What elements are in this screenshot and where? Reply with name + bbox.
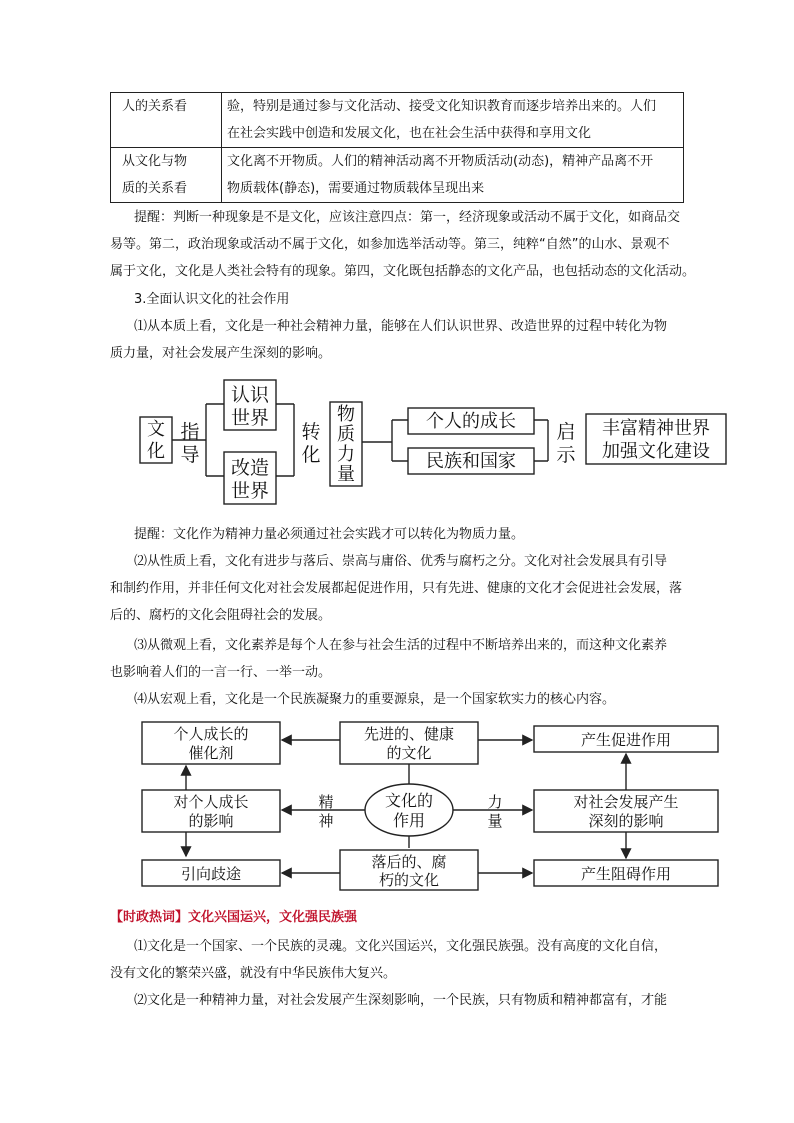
svg-text:认识: 认识 [230, 384, 270, 406]
paragraph-line: 质力量，对社会发展产生深刻的影响。 [110, 346, 332, 361]
paragraph-line: 没有文化的繁荣兴盛，就没有中华民族伟大复兴。 [110, 966, 397, 981]
svg-text:文化的: 文化的 [384, 791, 434, 810]
svg-text:力: 力 [337, 444, 355, 465]
hot-topic-title: 文化兴国运兴，文化强民族强 [188, 910, 358, 925]
svg-text:示: 示 [556, 444, 576, 466]
hint-paragraph-line: 易等。第二，政治现象或活动不属于文化，如参加选举活动等。第三，纯粹“自然”的山水、景观不 [110, 237, 670, 252]
table-row [111, 148, 684, 203]
hint-paragraph: 提醒：文化作为精神力量必须通过社会实践才可以转化为物质力量。 [134, 527, 525, 542]
svg-text:加强文化建设: 加强文化建设 [602, 441, 710, 462]
spirit-label: 精 [318, 793, 334, 811]
svg-text:文: 文 [147, 419, 165, 440]
svg-text:物: 物 [337, 404, 355, 425]
paragraph: ⑵从性质上看，文化有进步与落后、崇高与庸俗、优秀与腐朽之分。文化对社会发展具有引导 [134, 554, 668, 569]
svg-text:个人的成长: 个人的成长 [426, 411, 516, 432]
guide-label: 指 [180, 421, 200, 443]
svg-text:改造: 改造 [230, 457, 270, 479]
table-value-cell: 文化离不开物质。人们的精神活动离不开物质活动(动态)，精神产品离不开 物质载体(静态)，需要通过物质载体呈现出来 [222, 148, 684, 203]
svg-text:神: 神 [318, 812, 334, 830]
hot-topic-tag: 【时政热词】 [110, 910, 189, 925]
svg-text:个人成长的: 个人成长的 [173, 725, 249, 743]
paragraph-line: 也影响着人们的一言一行、一举一动。 [110, 665, 332, 680]
svg-text:化: 化 [147, 441, 165, 462]
svg-text:落后的、腐: 落后的、腐 [371, 853, 447, 871]
svg-text:催化剂: 催化剂 [188, 744, 234, 762]
transform-label: 转 [301, 421, 321, 443]
hint-paragraph: 提醒：判断一种现象是不是文化，应该注意四点：第一，经济现象或活动不属于文化，如商品交 [134, 210, 681, 225]
svg-text:引向歧途: 引向歧途 [180, 865, 242, 883]
hint-paragraph-line: 属于文化，文化是人类社会特有的现象。第四，文化既包括静态的文化产品，也包括动态的文化活动。 [110, 264, 696, 279]
svg-text:导: 导 [180, 444, 200, 466]
svg-text:先进的、健康: 先进的、健康 [363, 725, 455, 743]
svg-text:化: 化 [301, 444, 321, 466]
svg-text:对社会发展产生: 对社会发展产生 [573, 793, 679, 811]
svg-text:的影响: 的影响 [188, 812, 234, 830]
svg-text:对个人成长: 对个人成长 [173, 793, 249, 811]
table-value-cell: 验，特别是通过参与文化活动、接受文化知识教育而逐步培养出来的。人们 在社会实践中创造和发展文化，也在社会生活中获得和享用文化 [222, 93, 684, 148]
svg-text:产生阻碍作用: 产生阻碍作用 [580, 865, 672, 883]
svg-text:朽的文化: 朽的文化 [378, 871, 440, 889]
table-row [111, 93, 684, 148]
paragraph: ⑵文化是一种精神力量，对社会发展产生深刻影响，一个民族，只有物质和精神都富有，才能 [134, 993, 668, 1008]
paragraph: ⑴从本质上看，文化是一种社会精神力量，能够在人们认识世界、改造世界的过程中转化为物 [134, 319, 668, 334]
svg-text:丰富精神世界: 丰富精神世界 [602, 418, 710, 439]
table-key-cell: 从文化与物 质的关系看 [111, 148, 222, 203]
svg-text:世界: 世界 [230, 407, 270, 429]
paragraph-line: 和制约作用，并非任何文化对社会发展都起促进作用，只有先进、健康的文化才会促进社会发展，落 [110, 581, 683, 596]
table-key-cell: 人的关系看 [111, 93, 222, 148]
svg-text:世界: 世界 [230, 480, 270, 502]
paragraph: ⑶从微观上看，文化素养是每个人在参与社会生活的过程中不断培养出来的，而这种文化素养 [134, 638, 668, 653]
svg-text:的文化: 的文化 [386, 744, 432, 762]
paragraph-line: 后的、腐朽的文化会阻碍社会的发展。 [110, 608, 332, 623]
svg-text:量: 量 [337, 464, 355, 485]
culture-role-diagram [130, 714, 730, 894]
svg-text:深刻的影响: 深刻的影响 [588, 812, 664, 830]
paragraph: ⑴文化是一个国家、一个民族的灵魂。文化兴国运兴，文化强民族强。没有高度的文化自信， [134, 939, 668, 954]
svg-text:量: 量 [487, 812, 503, 830]
paragraph: ⑷从宏观上看，文化是一个民族凝聚力的重要源泉，是一个国家软实力的核心内容。 [134, 692, 616, 707]
inspire-label: 启 [556, 421, 576, 443]
hot-topic-heading [110, 904, 725, 931]
culture-meaning-table [110, 92, 684, 203]
svg-text:产生促进作用: 产生促进作用 [580, 731, 672, 749]
power-label: 力 [487, 793, 503, 811]
culture-force-diagram [130, 372, 730, 512]
svg-text:质: 质 [337, 424, 355, 445]
svg-text:作用: 作用 [392, 811, 426, 830]
svg-text:民族和国家: 民族和国家 [426, 451, 516, 472]
section-heading: 3.全面认识文化的社会作用 [134, 292, 290, 307]
